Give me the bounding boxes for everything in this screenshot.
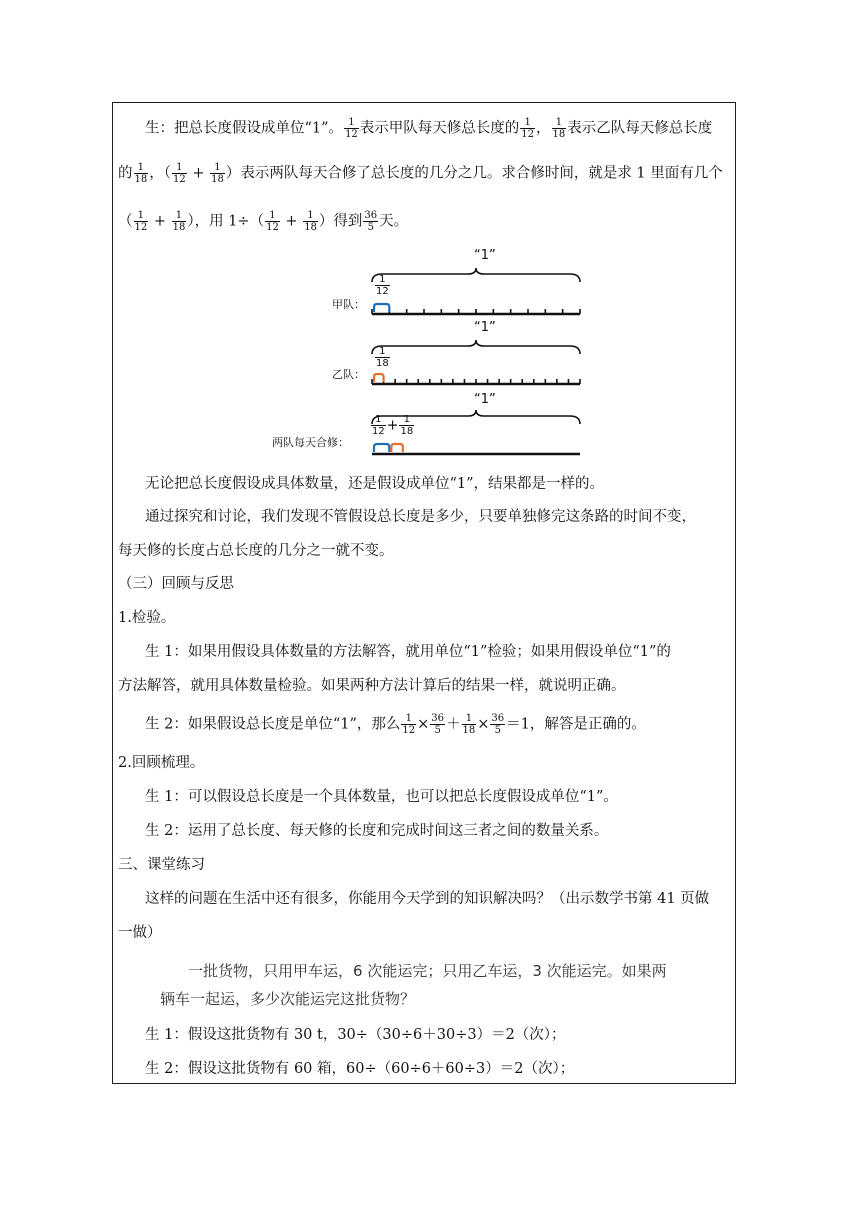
fraction-yi: $\frac{1}{18}$ <box>376 346 389 369</box>
diagram-svg <box>270 252 590 462</box>
text: ），用 1÷（ <box>187 213 265 230</box>
fraction: $\frac{1}{18}$ <box>304 210 317 233</box>
part-bracket <box>374 374 384 382</box>
paragraph: 方法解答，就用具体数量检验。如果两种方法计算后的结果一样，就说明正确。 <box>118 678 626 694</box>
part-bracket <box>374 304 389 312</box>
fraction: $\frac{1}{12}$ <box>134 210 148 233</box>
paragraph: 通过探究和讨论，我们发现不管假设总长度是多少，只要单独修完这条路的时间不变， <box>145 509 696 525</box>
paragraph: 每天修的长度占总长度的几分之一就不变。 <box>118 543 394 559</box>
paragraph: 生 1：假设这批货物有 30 t，30÷（30÷6＋30÷3）＝2（次）； <box>145 1027 566 1043</box>
paragraph-equation: 生 2：如果假设总长度是单位“1”，那么 $\frac{1}{12}$ × $\frac{36}{5}$ ＋ $\frac{1}{18}$ × $\frac{36}{5}$ ＝1，解答是正确的。 <box>145 713 646 736</box>
row-label-yi: 乙队： <box>332 368 365 381</box>
text: 表示乙队每天修总长度 <box>567 120 713 137</box>
text: 的 <box>118 165 133 182</box>
fraction: $\frac{1}{18}$ <box>552 117 566 140</box>
part-bracket <box>374 444 389 452</box>
unit-one-label: “1” <box>474 248 496 263</box>
paragraph: 生 2：运用了总长度、每天修的长度和完成时间这三者之间的数量关系。 <box>145 823 609 839</box>
unit-one-label: “1” <box>474 392 496 407</box>
segment-diagram <box>270 248 590 462</box>
paragraph-line <box>118 210 408 233</box>
fraction: $\frac{1}{18}$ <box>211 162 224 185</box>
text: ， <box>536 120 551 137</box>
part-bracket <box>391 444 403 452</box>
fraction: $\frac{1}{18}$ <box>134 162 148 185</box>
subheading: 2.回顾梳理。 <box>118 755 205 771</box>
paragraph-line <box>145 117 712 140</box>
fraction: $\frac{1}{12}$ <box>172 162 186 185</box>
paragraph: 这样的问题在生活中还有很多，你能用今天学到的知识解决吗？（出示数学书第 41 页做 <box>145 891 710 907</box>
problem-text: 一批货物，只用甲车运，6 次能运完；只用乙车运，3 次能运完。如果两 <box>188 962 667 980</box>
row-label-jia: 甲队： <box>332 298 365 311</box>
fraction: $\frac{1}{12}$ <box>345 117 358 140</box>
text: ）表示两队每天合修了总长度的几分之几。求合修时间，就是求 1 里面有几个 <box>225 165 723 182</box>
section-heading: 三、课堂练习 <box>118 857 205 873</box>
fraction: $\frac{1}{12}$ <box>521 117 535 140</box>
top-brace <box>372 340 580 354</box>
text: 表示甲队每天修总长度的 <box>359 120 520 137</box>
text: + <box>149 213 171 230</box>
fraction-sum: $\frac{1}{12}$ + $\frac{1}{18}$ <box>372 414 414 437</box>
row-label-both: 两队每天合修： <box>272 436 349 449</box>
paragraph: 生 1：可以假设总长度是一个具体数量，也可以把总长度假设成单位“1”。 <box>145 789 618 805</box>
subheading: 1.检验。 <box>118 610 176 626</box>
text: 天。 <box>379 213 409 230</box>
unit-one-label: “1” <box>474 320 496 335</box>
text: + <box>280 213 303 230</box>
paragraph: 生 2：假设这批货物有 60 箱，60÷（60÷6＋60÷3）＝2（次）； <box>145 1061 575 1077</box>
text: ）得到 <box>318 213 363 230</box>
fraction: $\frac{1}{12}$ <box>266 210 279 233</box>
paragraph: 无论把总长度假设成具体数量，还是假设成单位“1”，结果都是一样的。 <box>145 476 605 492</box>
text: + <box>187 165 210 182</box>
paragraph-line <box>118 162 723 185</box>
text: ，（ <box>149 165 171 182</box>
text: 生：把总长度假设成单位“1”。 <box>145 120 344 137</box>
fraction: $\frac{36}{5}$ <box>364 210 378 233</box>
paragraph: 一做） <box>118 925 162 941</box>
section-heading: （三）回顾与反思 <box>118 576 234 592</box>
problem-text: 辆车一起运，多少次能运完这批货物？ <box>160 990 416 1008</box>
top-brace <box>372 268 580 282</box>
fraction-jia: $\frac{1}{12}$ <box>376 274 389 297</box>
fraction: $\frac{1}{18}$ <box>172 210 186 233</box>
paragraph: 生 1：如果用假设具体数量的方法解答，就用单位“1”检验；如果用假设单位“1”的 <box>145 644 671 660</box>
text: （ <box>118 213 133 230</box>
